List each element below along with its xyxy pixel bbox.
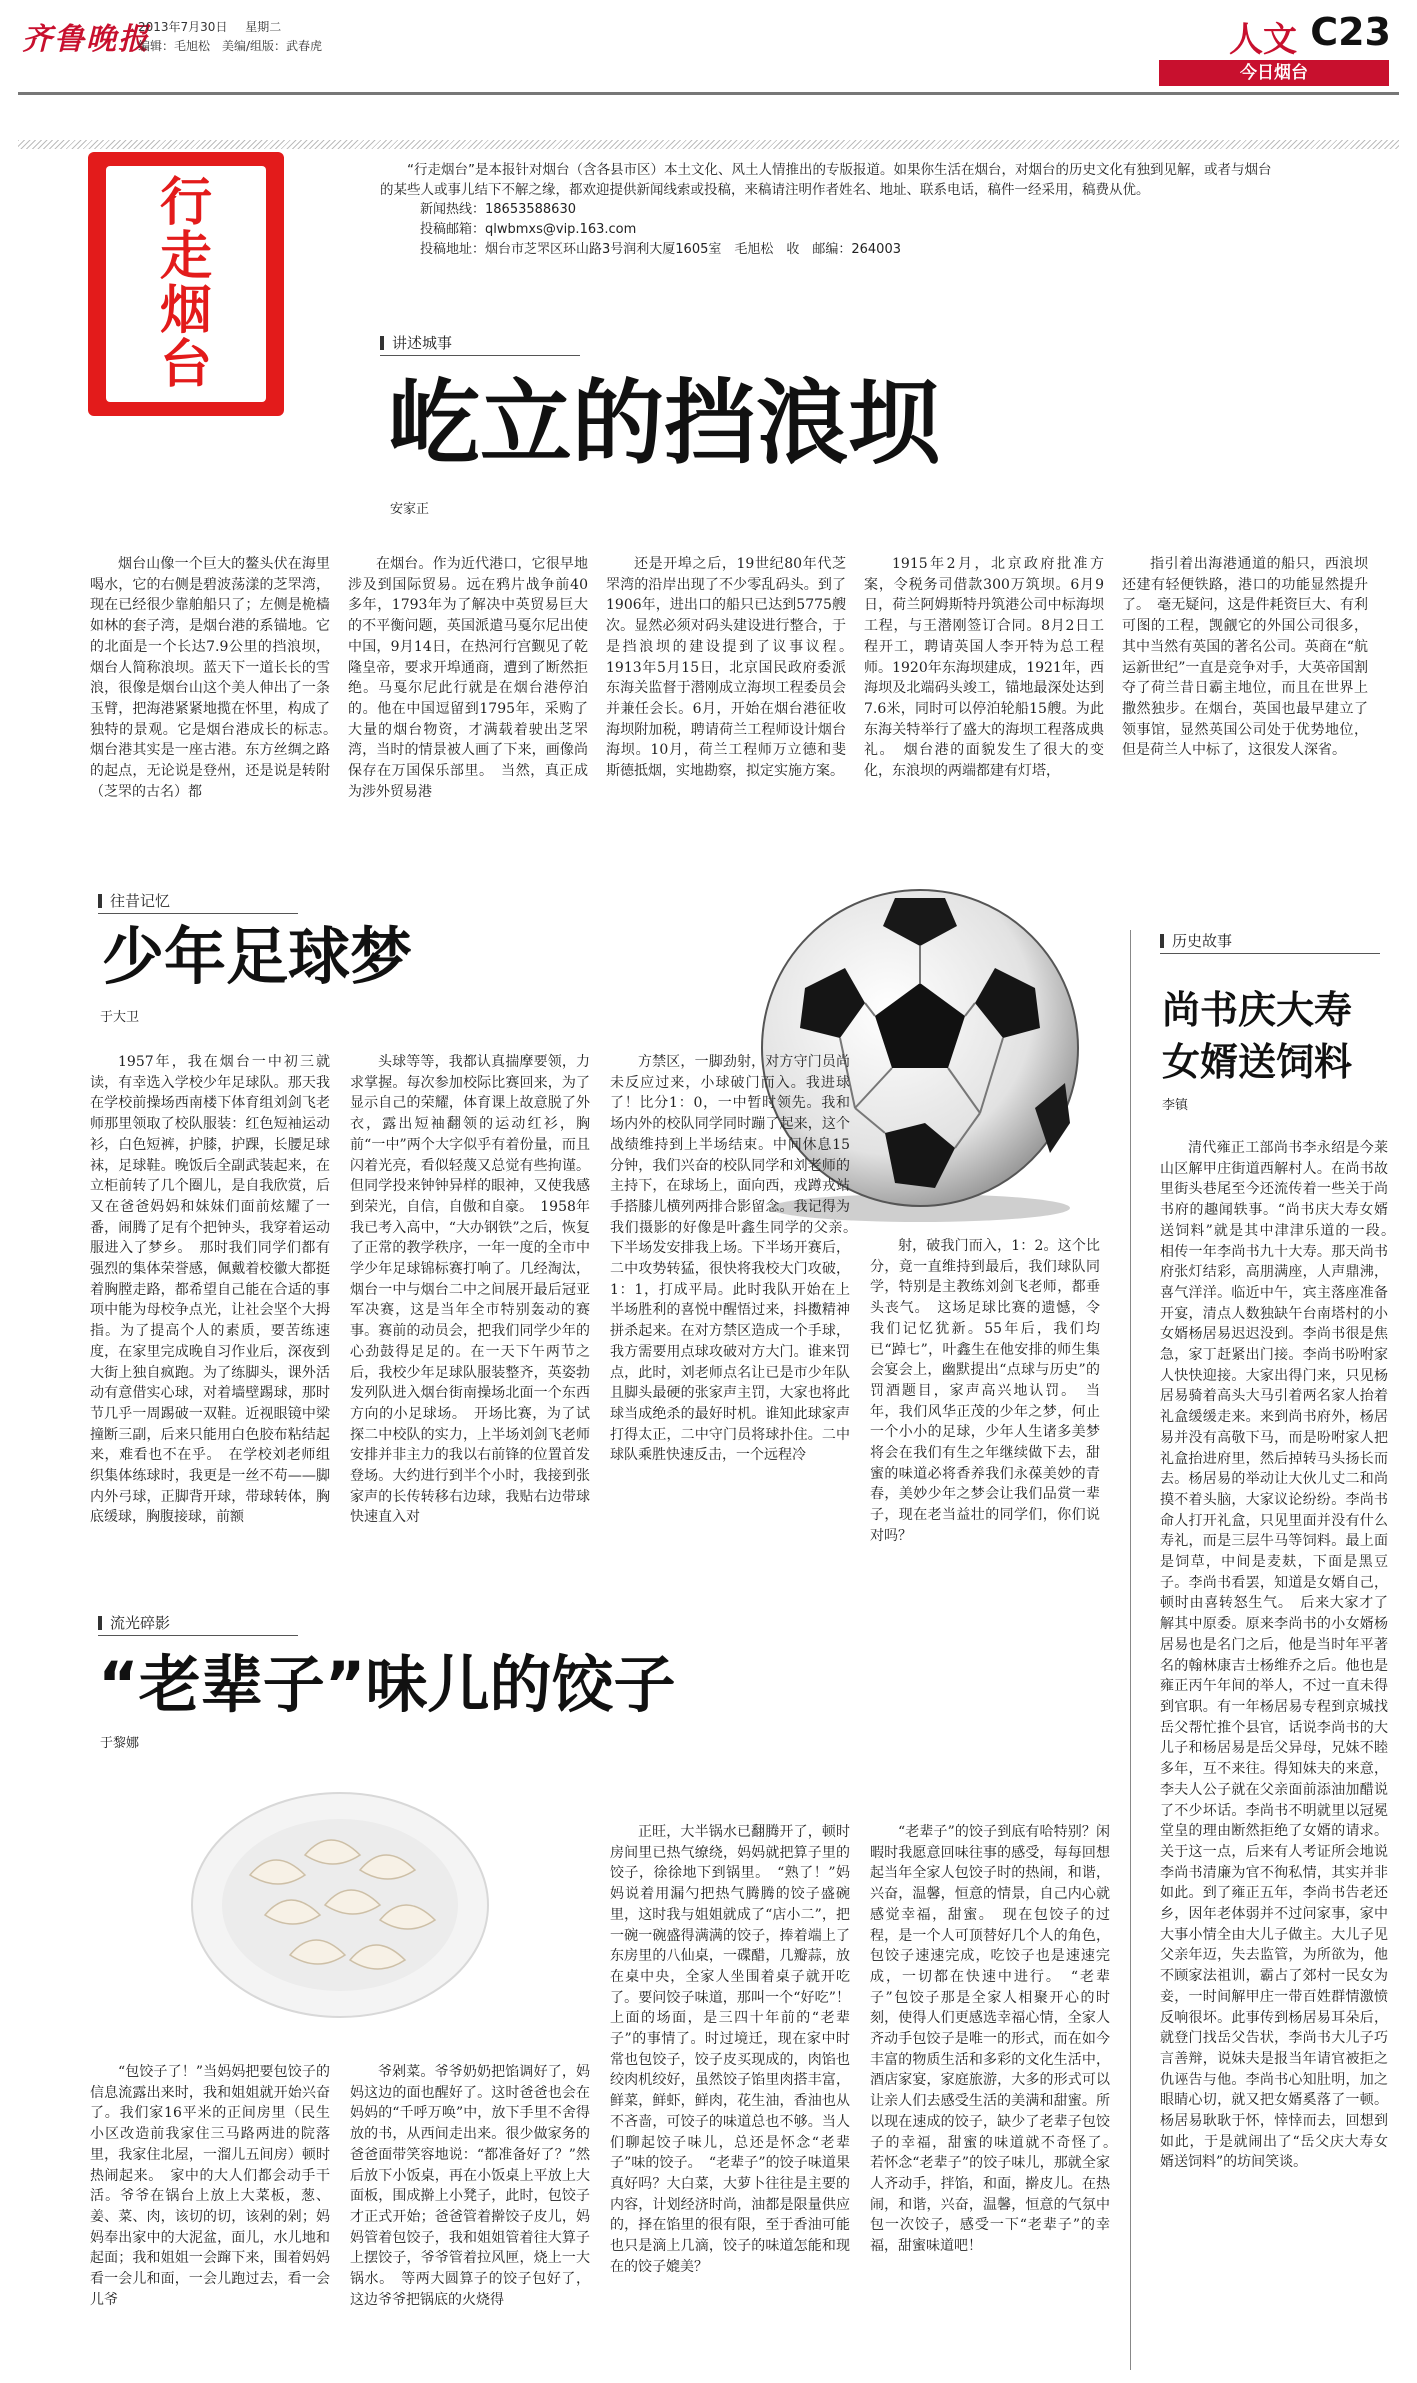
article2-col-4-text: 射，破我门而入，1：2。这个比分，竟一直维持到最后，我们球队同学，特别是主教练刘剑飞老师，都垂头丧气。 这场足球比赛的遗憾，令我们记忆犹新。55年后，我们均已“踔七”，叶鑫生在他安排的师生集会宴会上，幽默提出“点球与历史”的罚酒题目，家声高兴地认罚。 当年，我们风华正茂的少年之梦，何止一个小小的足球，少年人生诸多美梦将会在我们有生之年继续做下去，甜蜜的味道必将香养我们永葆美妙的青春，美妙少年之梦会让我们品赏一辈子，现在老当益壮的同学们，你们说对吗？ <box>870 1238 1100 1544</box>
article2-col-1-text: 1957年，我在烟台一中初三就读，有幸选入学校少年足球队。那天我在学校前操场西南楼下体育组刘剑飞老师那里领取了校队服装：红色短袖运动衫，白色短裤，护膝，护踝，长腰足球袜，足球鞋。晚饭后全副武装起来，在立柜前转了几个圈儿，是自我欣赏，后又在爸爸妈妈和妹妹们面前炫耀了一番，闹腾了足有个把钟头，我穿着运动服进入了梦乡。 那时我们同学们都有强烈的集体荣誉感，佩戴着校徽大都挺着胸膛走路，都希望自己能在合适的事项中能为母校争点光，让社会坚个大拇指。为了提高个人的素质，要苦练速度，在家里完成晚自习作业后，深夜到大街上独自疯跑。为了练脚头，课外活动有意借实心球，对着墙壁踢球，那时节几乎一周踢破一双鞋。近视眼镜中梁撞断三副，后来只能用白色胶布粘结起来，难看也不在乎。 在学校刘老师组织集体练球时，我更是一丝不苟——脚内外弓球，正脚背开球，带球转体，胸底缓球，胸腹接球，前额 <box>90 1054 330 1526</box>
section-name: 人文 <box>1229 20 1297 60</box>
article4-title-line1: 尚书庆大寿 <box>1162 988 1353 1032</box>
article3-kicker-label: 流光碎影 <box>110 1614 171 1632</box>
kicker-mark <box>98 894 102 908</box>
article3-col-4-text: “老辈子”的饺子到底有哈特别？闲暇时我愿意回味往事的感受，每每回想起当年全家人包饺子时的热闹，和谐，兴奋，温馨，恒意的情景，自己内心就感觉幸福，甜蜜。 现在包饺子的过程，是一个人可顶替好几个人的角色，包饺子速速完成，吃饺子也是速速完成，一切都在快速中进行。 “老辈子”包饺子那是全家人相聚开心的时刻，使得人们更感选幸福心情，全家人齐动手包饺子是唯一的形式，而在如今丰富的物质生活和多彩的文化生活中，酒店家宴，家庭旅游，大多的形式可以让亲人们去感受生活的美满和甜蜜。所以现在速成的饺子，缺少了老辈子包饺子的幸福，甜蜜的味道就不奇怪了。 若怀念“老辈子”的饺子味儿，那就全家人齐动手，拌馅，和面，擀皮儿。在热闹，和谐，兴奋，温馨，恒意的气氛中包一次饺子，感受一下“老辈子”的幸福，甜蜜味道吧！ <box>870 1824 1124 2255</box>
article3-kicker <box>98 1612 298 1636</box>
kicker-mark <box>98 1616 102 1630</box>
seal-char: 走 <box>159 226 212 287</box>
article1-col-3 <box>606 554 860 854</box>
article2-title: 少年足球梦 <box>102 920 413 993</box>
kicker-mark <box>1160 934 1164 948</box>
article4-byline: 李镇 <box>1162 1098 1189 1113</box>
article3-title: “老辈子”味儿的饺子 <box>98 1648 676 1721</box>
article3-col-4 <box>870 1822 1124 2368</box>
article3-col-1-text: “包饺子了！”当妈妈把要包饺子的信息流露出来时，我和姐姐就开始兴奋了。我们家16平米的正间房里（民生小区改造前我家住三马路两进的院落里，我家住北屋，一溜儿五间房）顿时热闹起来。 家中的大人们都会动手干活。爷爷在锅台上放上大菜板，葱、姜、菜、肉，该切的切，该剁的剁；妈妈奉出家中的大泥盆，面儿，水儿地和起面；我和姐姐一会蹿下来，围着妈妈看一会儿和面，一会儿跑过去，看一会儿爷 <box>90 2064 330 2308</box>
article1-col-4 <box>864 554 1104 854</box>
contact-hotline: 新闻热线：18653588630 <box>420 202 576 217</box>
subsection-banner: 今日烟台 <box>1159 60 1389 86</box>
article4-title-line2: 女婿送饲料 <box>1162 1040 1353 1084</box>
article2-col-3-text: 方禁区，一脚劲射，对方守门员尚未反应过来，小球破门而入。我进球了！比分1：0，一中暂时领先。我和场内外的校队同学同时蹦了起来，这个战绩维持到上半场结束。中间休息15分钟，我们兴奋的校队同学和刘老师的主持下，在球场上，面向西，戎蹲戎站手搭膝儿横列两排合影留念。我记得为我们摄影的好像是叶鑫生同学的父亲。 下半场发安排我上场。下半场开赛后，二中攻势转猛，很快将我校大门攻破，1：1，打成平局。此时我队开始在上半场胜利的喜悦中醒悟过来，抖擞精神拼杀起来。在对方禁区造成一个手球，我方需要用点球攻破对方大门。谁来罚点，此时，刘老师点名让已是市少年队且脚头最硬的张家声主罚，大家也将此球当成绝杀的最好时机。谁知此球家声打得太正，二中守门员将球扑住。二中球队乘胜快速反击，一个远程冷 <box>610 1054 864 1464</box>
article1-col-2 <box>348 554 588 854</box>
article1-col-5-text: 指引着出海港通道的船只，西浪坝还建有轻便铁路，港口的功能显然提升了。 毫无疑问，这是件耗资巨大、有利可图的工程，觊觎它的外国公司很多，其中当然有英国的著名公司。英商在“航运新世纪”一直是竞争对手，大英帝国割夺了荷兰昔日霸主地位，而且在世界上撒然独步。在烟台，英国也最早建立了领事馆，显然英国公司处于优势地位，但是荷兰人中标了，这很发人深省。 <box>1122 556 1368 759</box>
column-seal <box>88 152 284 416</box>
article2-col-2-text: 头球等等，我都认真揣摩要领，力求掌握。每次参加校际比赛回来，为了显示自己的荣耀，体育课上故意脱了外衣，露出短袖翻领的运动红衫，胸前“一中”两个大字似乎有着份量，而且闪着光亮，看似轻蔑又总觉有些拘谨。但同学投来钟钟异样的眼神，又使我感到荣光，自信，自傲和自豪。 1958年我已考入高中，“大办钢铁”之后，恢复了正常的教学秩序，一年一度的全市中学少年足球锦标赛打响了。几经淘汰，烟台一中与烟台二中之间展开最后冠亚军决赛，这是当年全市特别轰动的赛事。赛前的动员会，把我们同学少年的心劲鼓得足足的。在一天下午两节之后，我校少年足球队服装整齐，英姿勃发列队进入烟台街南操场北面一个东西方向的小足球场。 开场比赛，为了试探二中校队的实力，上半场刘剑飞老师安排并非主力的我以右前锋的位置首发登场。大约进行到半个小时，我接到张家声的长传转移右边球，我贴右边带球快速直入对 <box>350 1054 590 1526</box>
issue-date-block <box>138 18 322 56</box>
article3-col-1 <box>90 2062 330 2368</box>
column-intro <box>380 160 1280 260</box>
article1-kicker-label: 讲述城事 <box>392 334 453 352</box>
issue-weekday: 星期二 <box>245 20 282 34</box>
article2-kicker <box>98 890 298 914</box>
article3-col-3-text: 正旺，大半锅水已翻腾开了，顿时房间里已热气缭绕，妈妈就把算子里的饺子，徐徐地下到锅里。 “熟了！”妈妈说着用漏勺把热气腾腾的饺子盛碗里，这时我与姐姐就成了“店小二”，把一碗一碗盛得满满的饺子，捧着端上了东房里的八仙桌，一碟醋，几瓣蒜，放在桌中央，全家人坐围着桌子就开吃了。要问饺子味道，那叫一个“好吃”！ 上面的场面，是三四十年前的“老辈子”的事情了。时过境迁，现在家中时常也包饺子，饺子皮买现成的，肉馅也绞肉机绞好，虽然饺子馅里肉搭丰富，鲜菜，鲜虾，鲜肉，花生油，香油也从不吝啬，可饺子的味道总也不够。当人们聊起饺子味儿，总还是怀念“老辈子”味的饺子。 “老辈子”的饺子味道果真好吗？大白菜，大萝卜往往是主要的内容，计划经济时尚，油都是限量供应的，择在馅里的很有限，至于香油可能也只是滴上几滴，饺子的味道怎能和现在的饺子媲美？ <box>610 1824 864 2275</box>
seal-char: 行 <box>159 172 212 233</box>
article2-col-4 <box>870 1236 1100 1594</box>
article4-col <box>1160 1138 1402 2368</box>
article1-col-4-text: 1915年2月，北京政府批准方案，令税务司借款300万筑坝。6月9日，荷兰阿姆斯特丹筑港公司中标海坝工程，与王潜刚签订合同。8月2日工程开工，聘请英国人李开特为总工程师。1920年东海坝建成，1921年，西海坝及北端码头竣工，锚地最深处达到7.6米，同时可以停泊轮船15艘。为此东海关特举行了盛大的海坝工程落成典礼。 烟台港的面貌发生了很大的变化，东浪坝的两端都建有灯塔， <box>864 556 1104 780</box>
editor-credits: 编辑：毛旭松 美编/组版：武春虎 <box>138 39 323 53</box>
article1-title: 屹立的挡浪坝 <box>388 370 941 477</box>
article4-col-text: 清代雍正工部尚书李永绍是今莱山区解甲庄街道西解村人。在尚书故里街头巷尾至今还流传着一些关于尚书府的趣闻轶事。“尚书庆大寿女婿送饲料”就是其中津津乐道的一段。 相传一年李尚书九十大寿。那天尚书府张灯结彩，高朋满座，人声鼎沸，喜气洋洋。临近中午，宾主落座准备开宴，清点人数独缺午台南塔村的小女婿杨居易迟迟没到。李尚书很是焦急，家丁赶紧出门接。李尚书吩咐家人快快迎接。大家出得门来，只见杨居易骑着高头大马引着两名家人抬着礼盒缓缓走来。来到尚书府外，杨居易并没有高敬下马，而是吩咐家人把礼盒抬进府里，然后掉转马头扬长而去。杨居易的举动让大伙儿丈二和尚摸不着头脑，大家议论纷纷。李尚书命人打开礼盒，只见里面并没有什么寿礼，而是三层牛马等饲料。最上面是饲草，中间是麦麸，下面是黑豆子。李尚书看罢，知道是女婿自己，顿时由喜转怒生气。 后来大家才了解其中原委。原来李尚书的小女婿杨居易也是名门之后，他是当时年平著名的翰林康吉士杨维乔之后。他也是雍正丙午年间的举人，不过一直未得到官职。有一年杨居易专程到京城找岳父帮忙推个县官，话说李尚书的大儿子和杨居易是岳父异母，兄妹不睦多年，互不来往。得知妹夫的来意，李夫人公子就在父亲面前添油加醋说了不少坏话。李尚书不明就里以冠冕堂皇的理由断然拒绝了女婿的请求。关于这一点，后来有人考证所会地说李尚书清廉为官不徇私情，其实并非如此。到了雍正五年，李尚书告老还乡，因年老体弱并不过问家事，家中大事小情全由大儿子做主。大儿子见父亲年迈，失去监管，为所欲为，他不顾家法祖训，霸占了郊村一民女为妾，一时间解甲庄一带百姓群情激愤反响很坏。此事传到杨居易耳朵后，就登门找岳父告状，李尚书大儿子巧言善辩，说妹夫是报当年请官被拒之仇诬告与他。李尚书心知肚明，加之眼睛心切，就又把女婿奚落了一顿。杨居易耿耿于怀，悻悻而去，回想到如此，于是就闹出了“岳父庆大寿女婿送饲料”的坊间笑谈。 <box>1160 1140 1402 2171</box>
column-seal-text <box>106 172 266 395</box>
article1-col-5 <box>1122 554 1368 854</box>
page-number: C23 <box>1310 10 1391 54</box>
header-rule <box>18 92 1399 95</box>
sidebar-divider <box>1130 930 1131 2370</box>
article1-byline: 安家正 <box>390 502 430 517</box>
article2-col-3 <box>610 1052 864 1594</box>
article4-kicker <box>1160 930 1380 954</box>
kicker-mark <box>380 336 384 350</box>
article1-kicker <box>380 332 580 356</box>
article1-col-1-text: 烟台山像一个巨大的鳌头伏在海里喝水，它的右侧是碧波荡漾的芝罘湾，现在已经很少靠舶船只了；左侧是桅樯如林的套子湾，是烟台港的系锚地。它的北面是一个长达7.9公里的挡浪坝，烟台人简称浪坝。蓝天下一道长长的雪浪，很像是烟台山这个美人伸出了一条玉臂，把海港紧紧地揽在怀里，构成了独特的景观。它是烟台港成长的标志。 烟台港其实是一座古港。东方丝绸之路的起点，无论说是登州，还是说是转附（芝罘的古名）都 <box>90 556 344 800</box>
article4-title <box>1162 984 1352 1088</box>
article2-col-1 <box>90 1052 330 1594</box>
article2-kicker-label: 往昔记忆 <box>110 892 171 910</box>
article1-col-2-text: 在烟台。作为近代港口，它很早地涉及到国际贸易。远在鸦片战争前40多年，1793年为了解决中英贸易巨大的不平衡问题，英国派遣马戛尔尼出使中国，9月14日，在热河行宫觐见了乾隆皇帝，要求开埠通商，遭到了断然拒绝。马戛尔尼此行就是在烟台港停泊的。他在中国逗留到1795年，采购了大量的烟台物资，才满载着驶出芝罘湾，当时的情景被人画了下来，画像尚保存在万国保乐部里。 当然，真正成为涉外贸易港 <box>348 556 588 800</box>
article2-byline: 于大卫 <box>100 1010 140 1025</box>
article2-col-2 <box>350 1052 590 1594</box>
seal-char: 烟 <box>159 280 212 341</box>
article3-col-2-text: 爷剁菜。爷爷奶奶把馅调好了，妈妈这边的面也醒好了。这时爸爸也会在妈妈的“千呼万唤”中，放下手里不舍得放的书，从西间走出来。很少做家务的爸爸面带笑容地说：“都准备好了？”然后放下小饭桌，再在小饭桌上平放上大面板，围成擀上小凳子，此时，包饺子才正式开始；爸爸管着擀饺子皮儿，妈妈管着包饺子，我和姐姐管着往大算子上摆饺子，爷爷管着拉风匣，烧上一大锅水。 等两大圆算子的饺子包好了，这边爷爷把锅底的火烧得 <box>350 2064 590 2308</box>
article3-col-3 <box>610 1822 864 2368</box>
dumplings-image <box>190 1775 490 2025</box>
article1-col-3-text: 还是开埠之后，19世纪80年代芝罘湾的沿岸出现了不少零乱码头。到了1906年，进出口的船只已达到5775艘次。显然必须对码头建设进行整合，于是挡浪坝的建设提到了议事议程。 1913年5月15日，北京国民政府委派东海关监督于潜刚成立海坝工程委员会并兼任会长。6月，开始在烟台港征收海坝附加税，聘请荷兰工程师设计烟台海坝。10月，荷兰工程师万立德和斐斯德抵烟，实地勘察，拟定实施方案。 <box>606 556 860 780</box>
article3-byline: 于黎娜 <box>100 1736 140 1751</box>
column-seal-inner <box>106 166 266 402</box>
column-intro-text: “行走烟台”是本报针对烟台（含各县市区）本土文化、风土人情推出的专版报道。如果你生活在烟台，对烟台的历史文化有独到见解，或者与烟台的某些人或事儿结下不解之缘，都欢迎提供新闻线索或投稿，来稿请注明作者姓名、地址、联系电话，稿件一经采用，稿费从优。 <box>380 162 1272 198</box>
issue-date: 2013年7月30日 <box>138 20 228 34</box>
article3-col-2 <box>350 2062 590 2368</box>
masthead-logo: 齐鲁晚报 <box>22 22 150 57</box>
article1-col-1 <box>90 554 344 854</box>
seal-char: 台 <box>159 334 212 395</box>
contact-address: 投稿地址：烟台市芝罘区环山路3号润利大厦1605室 毛旭松 收 邮编：264003 <box>420 242 901 257</box>
hatch-band <box>18 140 1399 149</box>
article4-kicker-label: 历史故事 <box>1172 932 1233 950</box>
contact-email[interactable]: 投稿邮箱：qlwbmxs@vip.163.com <box>420 222 637 237</box>
